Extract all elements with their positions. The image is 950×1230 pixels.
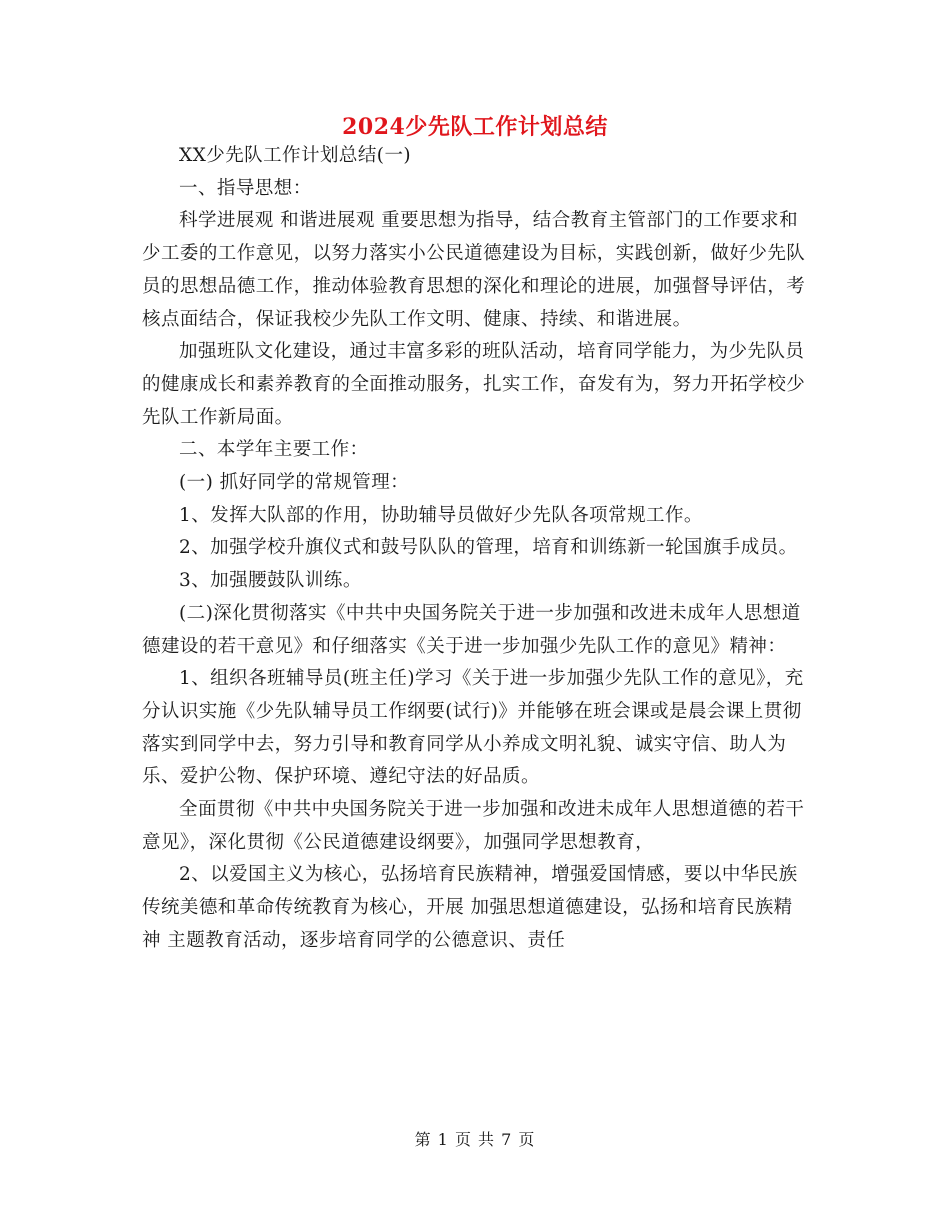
paragraph: (二)深化贯彻落实《中共中央国务院关于进一步加强和改进未成年人思想道德建设的若干意见》和仔细落实《关于进一步加强少先队工作的意见》精神：: [142, 602, 801, 657]
paragraph: XX少先队工作计划总结(一): [179, 145, 412, 166]
paragraph: 2、以爱国主义为核心，弘扬培育民族精神，增强爱国情感，要以中华民族传统美德和革命传统教育为核心，开展 加强思想道德建设，弘扬和培育民族精神 主题教育活动，逐步培育同学的公德意识、责任: [142, 864, 798, 951]
paragraph: 1、组织各班辅导员(班主任)学习《关于进一步加强少先队工作的意见》，充分认识实施《少先队辅导员工作纲要(试行)》并能够在班会课或是晨会课上贯彻落实到同学中去，努力引导和教育同学从小养成文明礼貌、诚实守信、助人为乐、爱护公物、保护环境、遵纪守法的好品质。: [142, 668, 804, 788]
paragraph: 科学进展观 和谐进展观 重要思想为指导，结合教育主管部门的工作要求和少工委的工作意见，以努力落实小公民道德建设为目标，实践创新，做好少先队员的思想品德工作，推动体验教育思想的深化和理论的进展，加强督导评估，考核点面结合，保证我校少先队工作文明、健康、持续、和谐进展。: [142, 210, 806, 330]
page-footer: 第 1 页 共 7 页: [414, 1130, 536, 1149]
paragraph: 一、指导思想：: [179, 177, 312, 199]
paragraph: (一) 抓好同学的常规管理：: [179, 472, 410, 494]
paragraph: 2、加强学校升旗仪式和鼓号队队的管理，培育和训练新一轮国旗手成员。: [179, 537, 798, 559]
paragraph: 加强班队文化建设，通过丰富多彩的班队活动，培育同学能力，为少先队员的健康成长和素养教育的全面推动服务，扎实工作，奋发有为，努力开拓学校少先队工作新局面。: [142, 341, 806, 428]
document-body: [142, 140, 807, 958]
document-title: 2024少先队工作计划总结: [342, 114, 608, 140]
paragraph: 全面贯彻《中共中央国务院关于进一步加强和改进未成年人思想道德的若干意见》，深化贯彻《公民道德建设纲要》，加强同学思想教育，: [142, 799, 805, 853]
paragraph: 1、发挥大队部的作用，协助辅导员做好少先队各项常规工作。: [179, 504, 703, 526]
paragraph: 3、加强腰鼓队训练。: [179, 570, 362, 592]
paragraph: 二、本学年主要工作：: [179, 439, 369, 461]
